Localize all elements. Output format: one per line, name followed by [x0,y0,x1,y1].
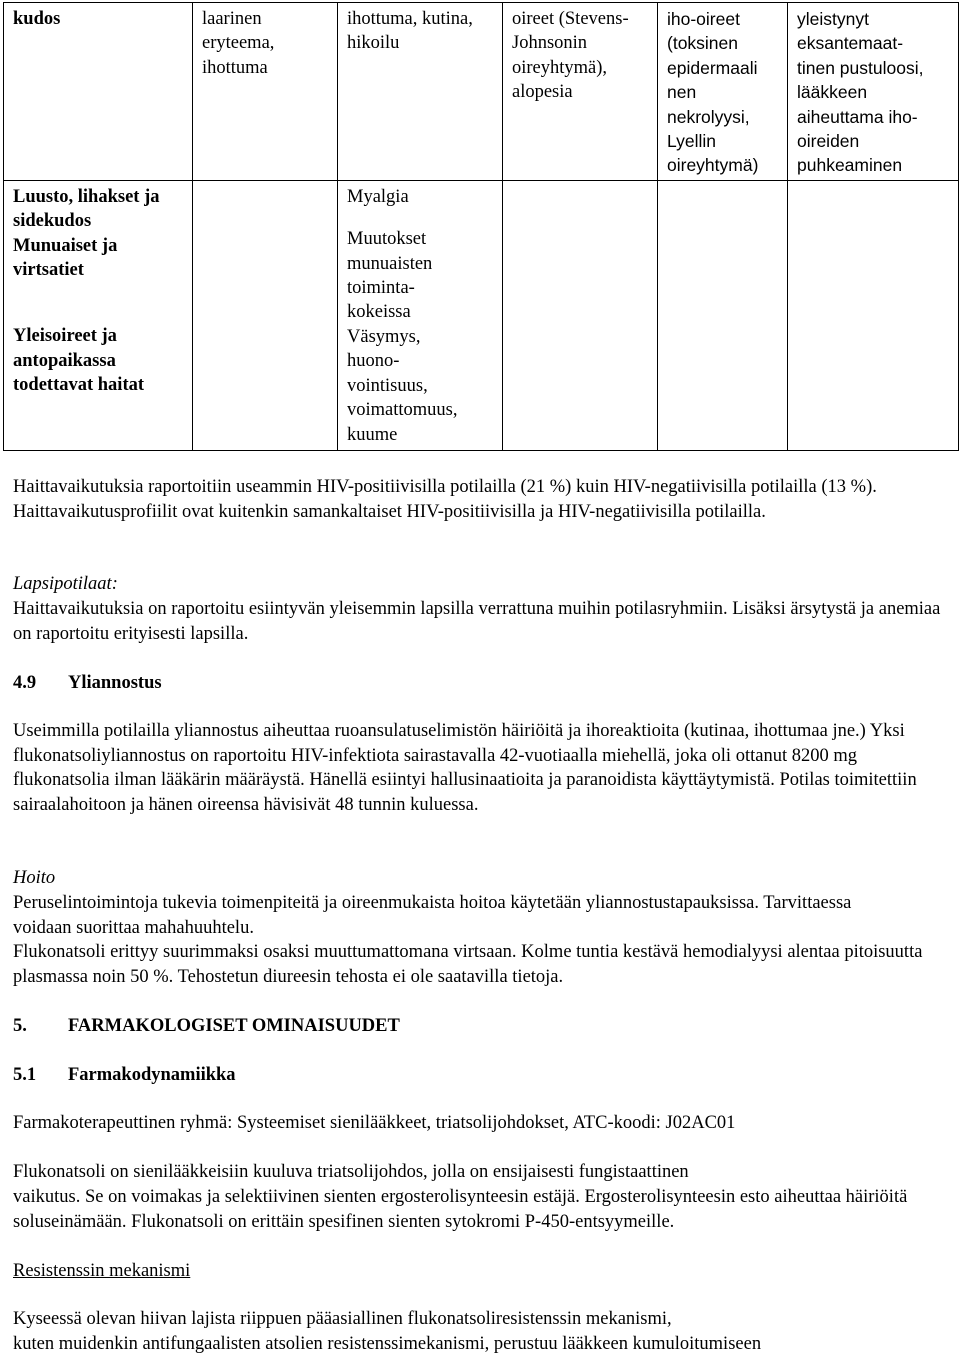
paragraph-resistance-line-1: Kyseessä olevan hiivan lajista riippuen pääasiallinen flukonatsoliresistenssin mekanismi, [13,1309,672,1329]
paragraph-mechanism-line-1: Flukonatsoli on sienilääkkeisiin kuuluva triatsolijohdos, jolla on ensijaisesti fungistaattinen [13,1162,689,1182]
paragraph-pediatric: Haittavaikutuksia on raportoitu esiintyvän yleisemmin lapsilla verrattuna muihin potilasryhmiin. Lisäksi ärsytystä ja anemiaa on raportoitu erityisesti lapsilla. [13,599,941,644]
table-cell: yleistynyt eksantemaat- tinen pustuloosi, lääkkeen aiheuttama iho- oireiden puhkeaminen [788,3,959,181]
paragraph-hiv-comparison: Haittavaikutuksia raportoitiin useammin HIV-positiivisilla potilailla (21 %) kuin HIV-negatiivisilla potilailla (13 %). Haittavaikutusprofiilit ovat kuitenkin samankaltaiset HIV-positiivisilla ja HIV-negatiivisilla potilailla. [13,477,877,522]
paragraph-treatment-2: Flukonatsoli erittyy suurimmaksi osaksi muuttumattomana virtsaan. Kolme tuntia kestävä hemodialyysi alentaa pitoisuutta plasmassa noin 50 %. Tehostetun diureesin tehosta ei ole saatavilla tietoja. [13,942,923,987]
section-4-9-heading [13,671,948,696]
table-row [4,3,959,181]
table-cell: kudos [4,3,193,181]
paragraph-pharmacotherapeutic-group: Farmakoterapeuttinen ryhmä: Systeemiset sienilääkkeet, triatsolijohdokset, ATC-koodi: J02AC01 [13,1113,736,1133]
table-cell: laarinen eryteema, ihottuma [193,3,338,181]
paragraph-treatment-1: Peruselintoimintoja tukevia toimenpiteitä ja oireenmukaista hoitoa käytetään yliannostustapauksissa. Tarvittaessa voidaan suorittaa mahahuuhtelu. [13,893,852,938]
section-number: 4.9 [13,673,37,693]
table-cell: ihottuma, kutina, hikoilu [338,3,503,181]
table-cell: iho-oireet (toksinen epidermaali nen nekrolyysi, Lyellin oireyhtymä) [658,3,788,181]
section-5-heading [13,1014,948,1039]
table-cell [193,180,338,450]
section-title: Yliannostus [68,673,162,693]
adverse-effects-table [3,2,959,451]
pediatric-heading: Lapsipotilaat: [13,574,118,594]
table-cell [658,180,788,450]
table-cell [788,180,959,450]
paragraph-mechanism: vaikutus. Se on voimakas ja selektiivinen sienten ergosterolisynteesin estäjä. Ergosterolisynteesin esto aiheuttaa häiriöitä soluseinämään. Flukonatsoli on erittäin spesifinen sienten sytokromi P-450-entsyymeille. [13,1187,908,1232]
table-cell [503,180,658,450]
paragraph-overdose: Useimmilla potilailla yliannostus aiheuttaa ruoansulatuselimistön häiriöitä ja ihoreaktioita (kutinaa, ihottumaa jne.) Yksi flukonatsoliyliannostus on raportoitu HIV-infektiota sairastavalla 42-vuotiaalla miehellä, joka oli ottanut 8200 mg flukonatsolia ilman lääkärin määräystä. Hänellä esiintyi hallusinaatioita ja paranoidista käyttäytymistä. Potilas toimitettiin sairaalahoitoon ja hänen oireensa hävisivät 48 tunnin kuluessa. [13,721,917,815]
table-cell: Luusto, lihakset ja sidekudos Munuaiset ja virtsatiet Yleisoireet ja antopaikassa todettavat haitat [4,180,193,450]
table-cell: Myalgia Muutokset munuaisten toiminta- kokeissa Väsymys, huono- vointisuus, voimattomuus, kuume [338,180,503,450]
section-5-1-heading [13,1063,948,1088]
treatment-heading: Hoito [13,868,56,888]
section-title: Farmakodynamiikka [68,1065,236,1085]
paragraph-resistance-line-2: kuten muidenkin antifungaalisten atsolien resistenssimekanismi, perustuu lääkkeen kumuloitumiseen [13,1334,762,1354]
resistance-heading: Resistenssin mekanismi [13,1261,191,1281]
table-cell: oireet (Stevens- Johnsonin oireyhtymä), alopesia [503,3,658,181]
section-title: FARMAKOLOGISET OMINAISUUDET [68,1016,400,1036]
table-row [4,180,959,450]
section-number: 5.1 [13,1065,37,1085]
section-number: 5. [13,1016,27,1036]
